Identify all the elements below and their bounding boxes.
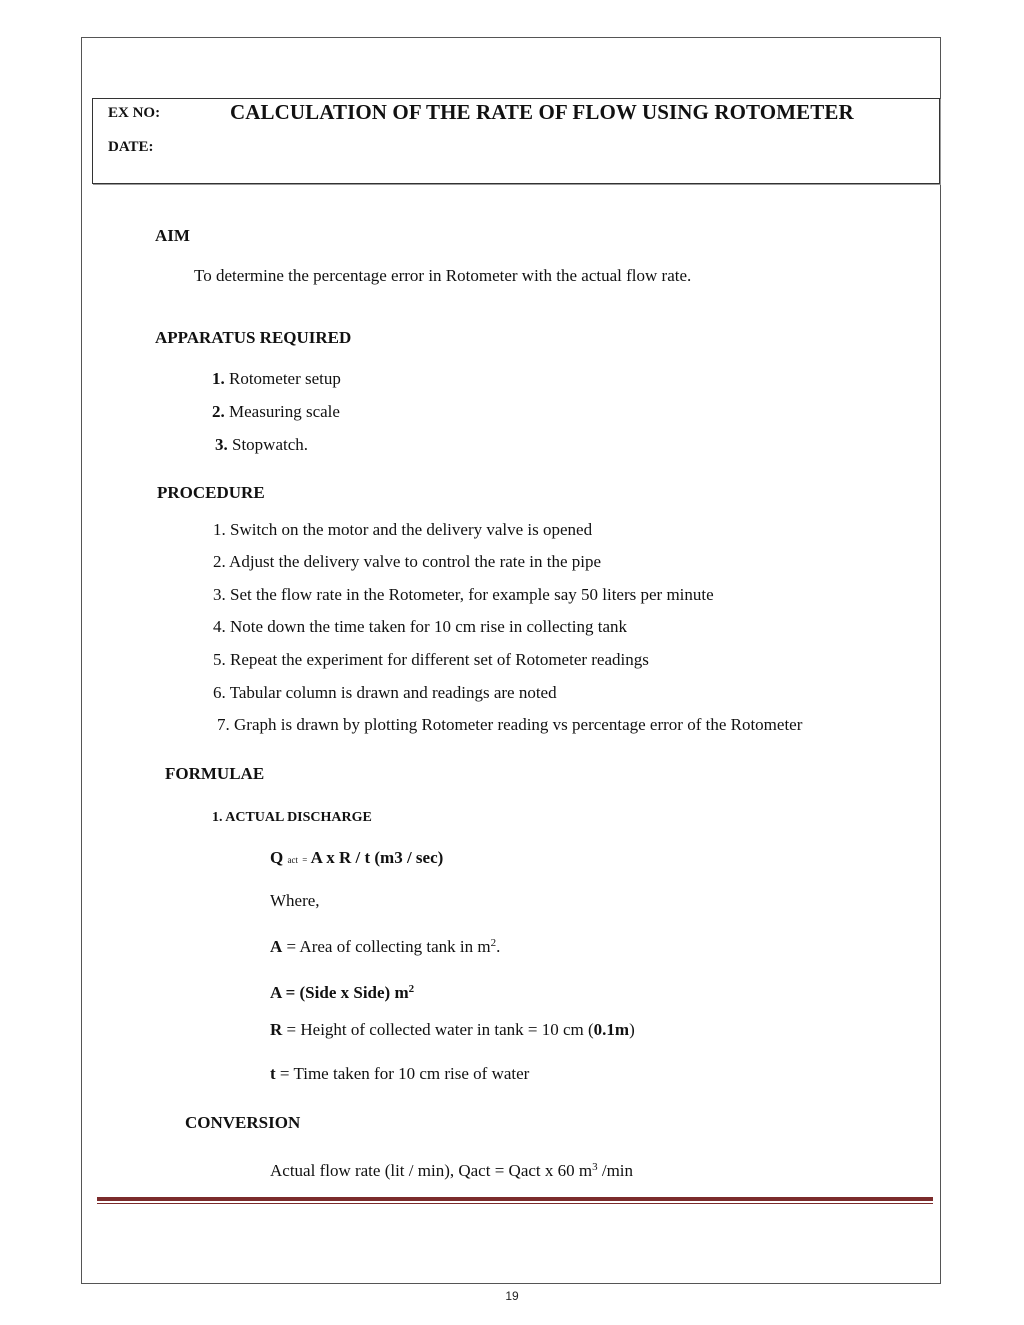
procedure-step: 3. Set the flow rate in the Rotometer, for example say 50 liters per minute <box>213 585 714 604</box>
q-symbol: Q <box>270 848 284 867</box>
aim-text: To determine the percentage error in Rotometer with the actual flow rate. <box>194 266 692 285</box>
page-number: 19 <box>505 1289 519 1303</box>
page-title: CALCULATION OF THE RATE OF FLOW USING ROTOMETER <box>230 100 854 124</box>
formulae-heading: FORMULAE <box>165 764 265 783</box>
conversion-heading: CONVERSION <box>185 1113 301 1132</box>
procedure-step: 4. Note down the time taken for 10 cm rise in collecting tank <box>213 617 628 636</box>
apparatus-item <box>212 402 340 422</box>
procedure-heading: PROCEDURE <box>157 483 265 502</box>
area-formula <box>270 983 414 1003</box>
apparatus-heading: APPARATUS REQUIRED <box>155 328 352 347</box>
conversion-text: Actual flow rate (lit / min), Qact = Qact x 60 m <box>270 1161 593 1180</box>
r-symbol: R <box>270 1020 283 1039</box>
procedure-step: 2. Adjust the delivery valve to control the rate in the pipe <box>213 552 602 571</box>
a-def-sup: 2 <box>490 936 497 949</box>
procedure-step: 1. Switch on the motor and the delivery valve is opened <box>213 520 593 539</box>
ex-no-label: EX NO: <box>108 105 161 121</box>
apparatus-item-number: 2. <box>212 402 225 421</box>
t-def-text: = Time taken for 10 cm rise of water <box>279 1064 530 1083</box>
apparatus-item-number: 3. <box>215 435 228 454</box>
apparatus-item-number: 1. <box>212 369 225 388</box>
r-def-text: = Height of collected water in tank = 10 cm ( <box>286 1020 594 1039</box>
q-equals: = <box>302 855 308 865</box>
a-symbol: A <box>270 937 283 956</box>
apparatus-item <box>215 435 308 455</box>
t-symbol: t <box>270 1064 276 1083</box>
time-definition <box>270 1064 529 1084</box>
conversion-suffix: /min <box>597 1161 634 1180</box>
conversion-formula <box>270 1161 633 1181</box>
conversion-sup: 3 <box>592 1160 598 1173</box>
actual-discharge-heading: 1. ACTUAL DISCHARGE <box>212 810 372 825</box>
procedure-step: 7. Graph is drawn by plotting Rotometer reading vs percentage error of the Rotometer <box>217 715 803 734</box>
where-label: Where, <box>270 891 320 910</box>
height-definition <box>270 1020 635 1040</box>
a-def-end: . <box>496 937 501 956</box>
date-label: DATE: <box>108 139 154 155</box>
footer-rule-thin <box>97 1203 933 1204</box>
q-subscript: act <box>287 855 298 865</box>
procedure-step: 6. Tabular column is drawn and readings are noted <box>213 683 557 702</box>
apparatus-item-text: Measuring scale <box>229 402 340 421</box>
footer-rule-thick <box>97 1197 933 1201</box>
r-close: ) <box>629 1020 635 1039</box>
r-value: 0.1m <box>593 1020 630 1039</box>
apparatus-item <box>212 369 341 389</box>
procedure-step: 5. Repeat the experiment for different set of Rotometer readings <box>213 650 649 669</box>
area-definition <box>270 937 500 957</box>
apparatus-item-text: Rotometer setup <box>229 369 341 388</box>
apparatus-item-text: Stopwatch. <box>232 435 309 454</box>
aim-heading: AIM <box>155 226 190 245</box>
a-formula-text: A = (Side x Side) m <box>270 983 409 1002</box>
a-formula-sup: 2 <box>408 982 415 995</box>
discharge-formula <box>270 848 443 868</box>
a-def-text: = Area of collecting tank in m <box>286 937 491 956</box>
q-expression: A x R / t (m3 / sec) <box>310 848 444 867</box>
